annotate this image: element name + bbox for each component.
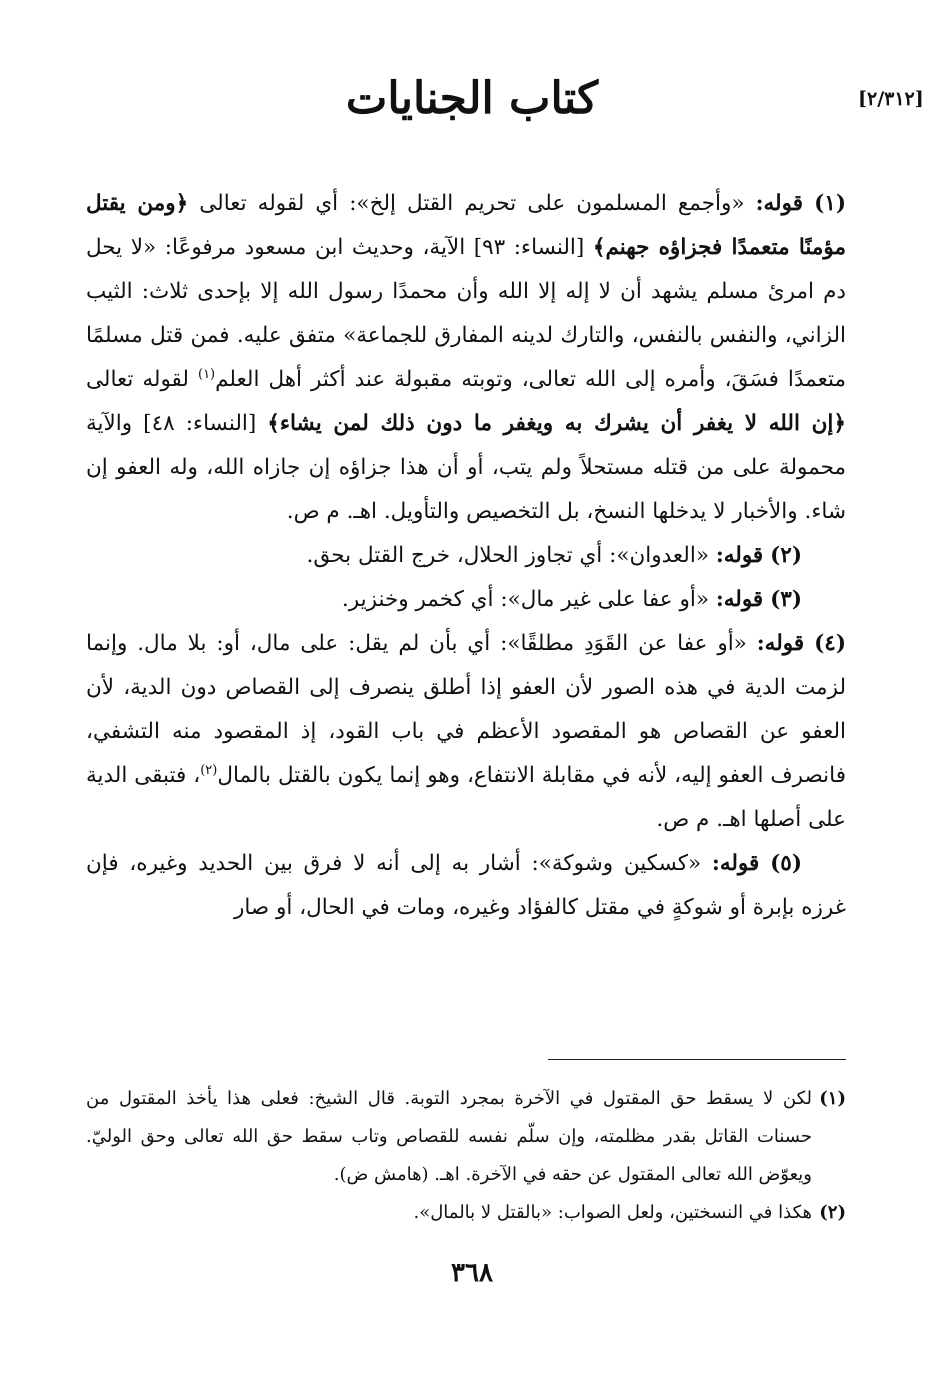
paragraph-text: «العدوان»: أي تجاوز الحلال، خرج القتل بحق. xyxy=(306,543,716,568)
paragraph-keyword: قوله: xyxy=(715,587,764,612)
footnotes xyxy=(86,1080,846,1232)
paragraph-keyword: قوله: xyxy=(755,191,803,216)
paragraph-text: «أو عفا عن القَوَدِ مطلقًا»: أي بأن لم يقل: على مال، أو: بلا مال. وإنما لزمت الدية في هذه الصور لأن العفو إذا أطلق ينصرف إلى القصاص دون الدية، لأن العفو عن القصاص هو المقصود الأعظم في باب القود، إذ المقصود منه التشفي، فانصرف العفو إليه، لأنه في مقابلة الانتفاع، وهو إنما يكون بالقتل بالمال xyxy=(86,631,846,788)
paragraph-text: [النساء: ٤٨] والآية محمولة على من قتله مستحلاً ولم يتب، أو أن هذا جزاؤه إن جازاه الله، وله العفو إن شاء. والأخبار لا يدخلها النسخ، بل التخصيص والتأويل. اهـ. م ص. xyxy=(86,411,846,524)
paragraph-text: لقوله تعالى xyxy=(86,367,198,392)
paragraph-number: (١) xyxy=(814,191,846,216)
paragraph-number: (٥) xyxy=(770,851,802,876)
paragraph-text: «كسكين وشوكة»: أشار به إلى أنه لا فرق بين الحديد وغيره، فإن غرزه بإبرة أو شوكةٍ في مقتل كالفؤاد وغيره، ومات في الحال، أو صار xyxy=(86,851,846,920)
quranic-verse: ﴿إن الله لا يغفر أن يشرك به ويغفر ما دون ذلك لمن يشاء﴾ xyxy=(267,411,847,436)
footnote-number: (٢) xyxy=(819,1202,846,1223)
footnote-reference[interactable]: (١) xyxy=(197,366,216,382)
paragraph-keyword: قوله: xyxy=(711,851,760,876)
page-number: ٣٦٨ xyxy=(451,1258,493,1288)
paragraph-text: ، فتبقى الدية على أصلها اهـ. م ص. xyxy=(86,763,846,832)
footnote-text: هكذا في النسختين، ولعل الصواب: «بالقتل لا بالمال». xyxy=(413,1202,812,1223)
paragraph-number: (٤) xyxy=(814,631,846,656)
footnote-separator xyxy=(548,1059,846,1060)
paragraph-number: (٣) xyxy=(770,587,802,612)
paragraph-number: (٢) xyxy=(770,543,802,568)
footnote-number: (١) xyxy=(819,1088,846,1109)
footnote-text: لكن لا يسقط حق المقتول في الآخرة بمجرد التوبة. قال الشيخ: فعلى هذا يأخذ المقتول من حسنات القاتل بقدر مظلمته، وإن سلّم نفسه للقصاص وتاب سقط حق الله تعالى وحق الوليّ. ويعوّض الله تعالى المقتول عن حقه في الآخرة. اهـ. (هامش ض). xyxy=(86,1088,812,1185)
footnote-reference[interactable]: (٢) xyxy=(200,762,218,778)
footnote-2 xyxy=(86,1194,846,1232)
footnote-1 xyxy=(86,1080,846,1194)
commentary-paragraph-5 xyxy=(86,842,846,930)
paragraph-text: [النساء: ٩٣] الآية، وحديث ابن مسعود مرفوعًا: «لا يحل دم امرئ مسلم يشهد أن لا إله إلا الله وأن محمدًا رسول الله إلا بإحدى ثلاث: الثيب الزاني، والنفس بالنفس، والتارك لدينه المفارق للجماعة» متفق عليه. فمن قتل مسلمًا متعمدًا فسَقَ، وأمره إلى الله تعالى، وتوبته مقبولة عند أكثر أهل العلم xyxy=(86,235,846,392)
paragraph-keyword: قوله: xyxy=(715,543,764,568)
commentary-body xyxy=(86,182,846,930)
page-title: كتاب الجنايات xyxy=(345,73,599,124)
commentary-paragraph-1 xyxy=(86,182,846,534)
paragraph-text: «أو عفا على غير مال»: أي كخمر وخنزير. xyxy=(341,587,716,612)
paragraph-text: «وأجمع المسلمون على تحريم القتل إلخ»: أي لقوله تعالى xyxy=(188,191,756,216)
commentary-paragraph-2 xyxy=(86,534,846,578)
quranic-verse: ﴿ومن يقتل مؤمنًا متعمدًا فجزاؤه جهنم﴾ xyxy=(86,191,846,260)
commentary-paragraph-3 xyxy=(86,578,846,622)
volume-page-reference: [٢/٣١٢] xyxy=(858,88,924,110)
paragraph-keyword: قوله: xyxy=(756,631,805,656)
commentary-paragraph-4 xyxy=(86,622,846,842)
